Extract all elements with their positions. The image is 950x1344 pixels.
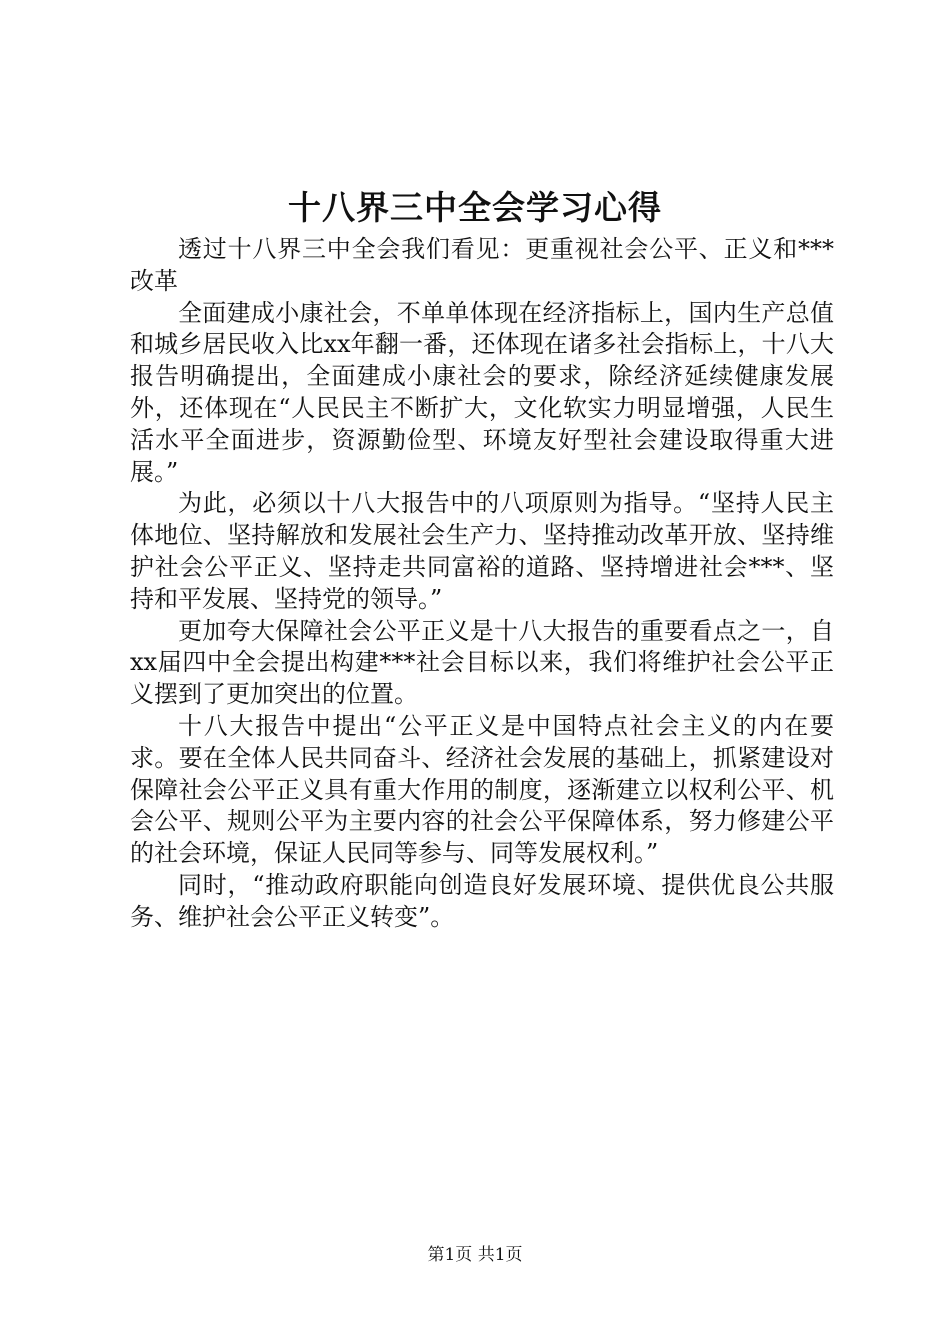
paragraph-xiaokang: 全面建成小康社会，不单单体现在经济指标上，国内生产总值和城乡居民收入比xx年翻一番，还体现在诸多社会指标上，十八大报告明确提出，全面建成小康社会的要求，除经济延续健康发展外，还体现在“人民民主不断扩大，文化软实力明显增强，人民生活水平全面进步，资源勤俭型、环境友好型社会建设取得重大进展。” bbox=[130, 298, 834, 486]
document-body bbox=[130, 234, 834, 934]
paragraph-intro: 透过十八界三中全会我们看见：更重视社会公平、正义和***改革 bbox=[130, 235, 834, 295]
paragraph-report-quote: 十八大报告中提出“公平正义是中国特点社会主义的内在要求。要在全体人民共同奋斗、经济社会发展的基础上，抓紧建设对保障社会公平正义具有重大作用的制度，逐渐建立以权利公平、机会公平、规则公平为主要内容的社会公平保障体系，努力修建公平的社会环境，保证人民同等参与、同等发展权利。” bbox=[130, 711, 834, 868]
paragraph-government: 同时，“推动政府职能向创造良好发展环境、提供优良公共服务、维护社会公平正义转变”。 bbox=[130, 870, 834, 931]
paragraph-fairness: 更加夸大保障社会公平正义是十八大报告的重要看点之一，自xx届四中全会提出构建***社会目标以来，我们将维护社会公平正义摆到了更加突出的位置。 bbox=[130, 616, 834, 709]
document-title: 十八界三中全会学习心得 bbox=[288, 188, 662, 227]
page-footer: 第1页 共1页 bbox=[427, 1245, 523, 1265]
paragraph-principles: 为此，必须以十八大报告中的八项原则为指导。“坚持人民主体地位、坚持解放和发展社会生产力、坚持推动改革开放、坚持维护社会公平正义、坚持走共同富裕的道路、坚持增进社会***、坚持和平发展、坚持党的领导。” bbox=[130, 489, 834, 613]
